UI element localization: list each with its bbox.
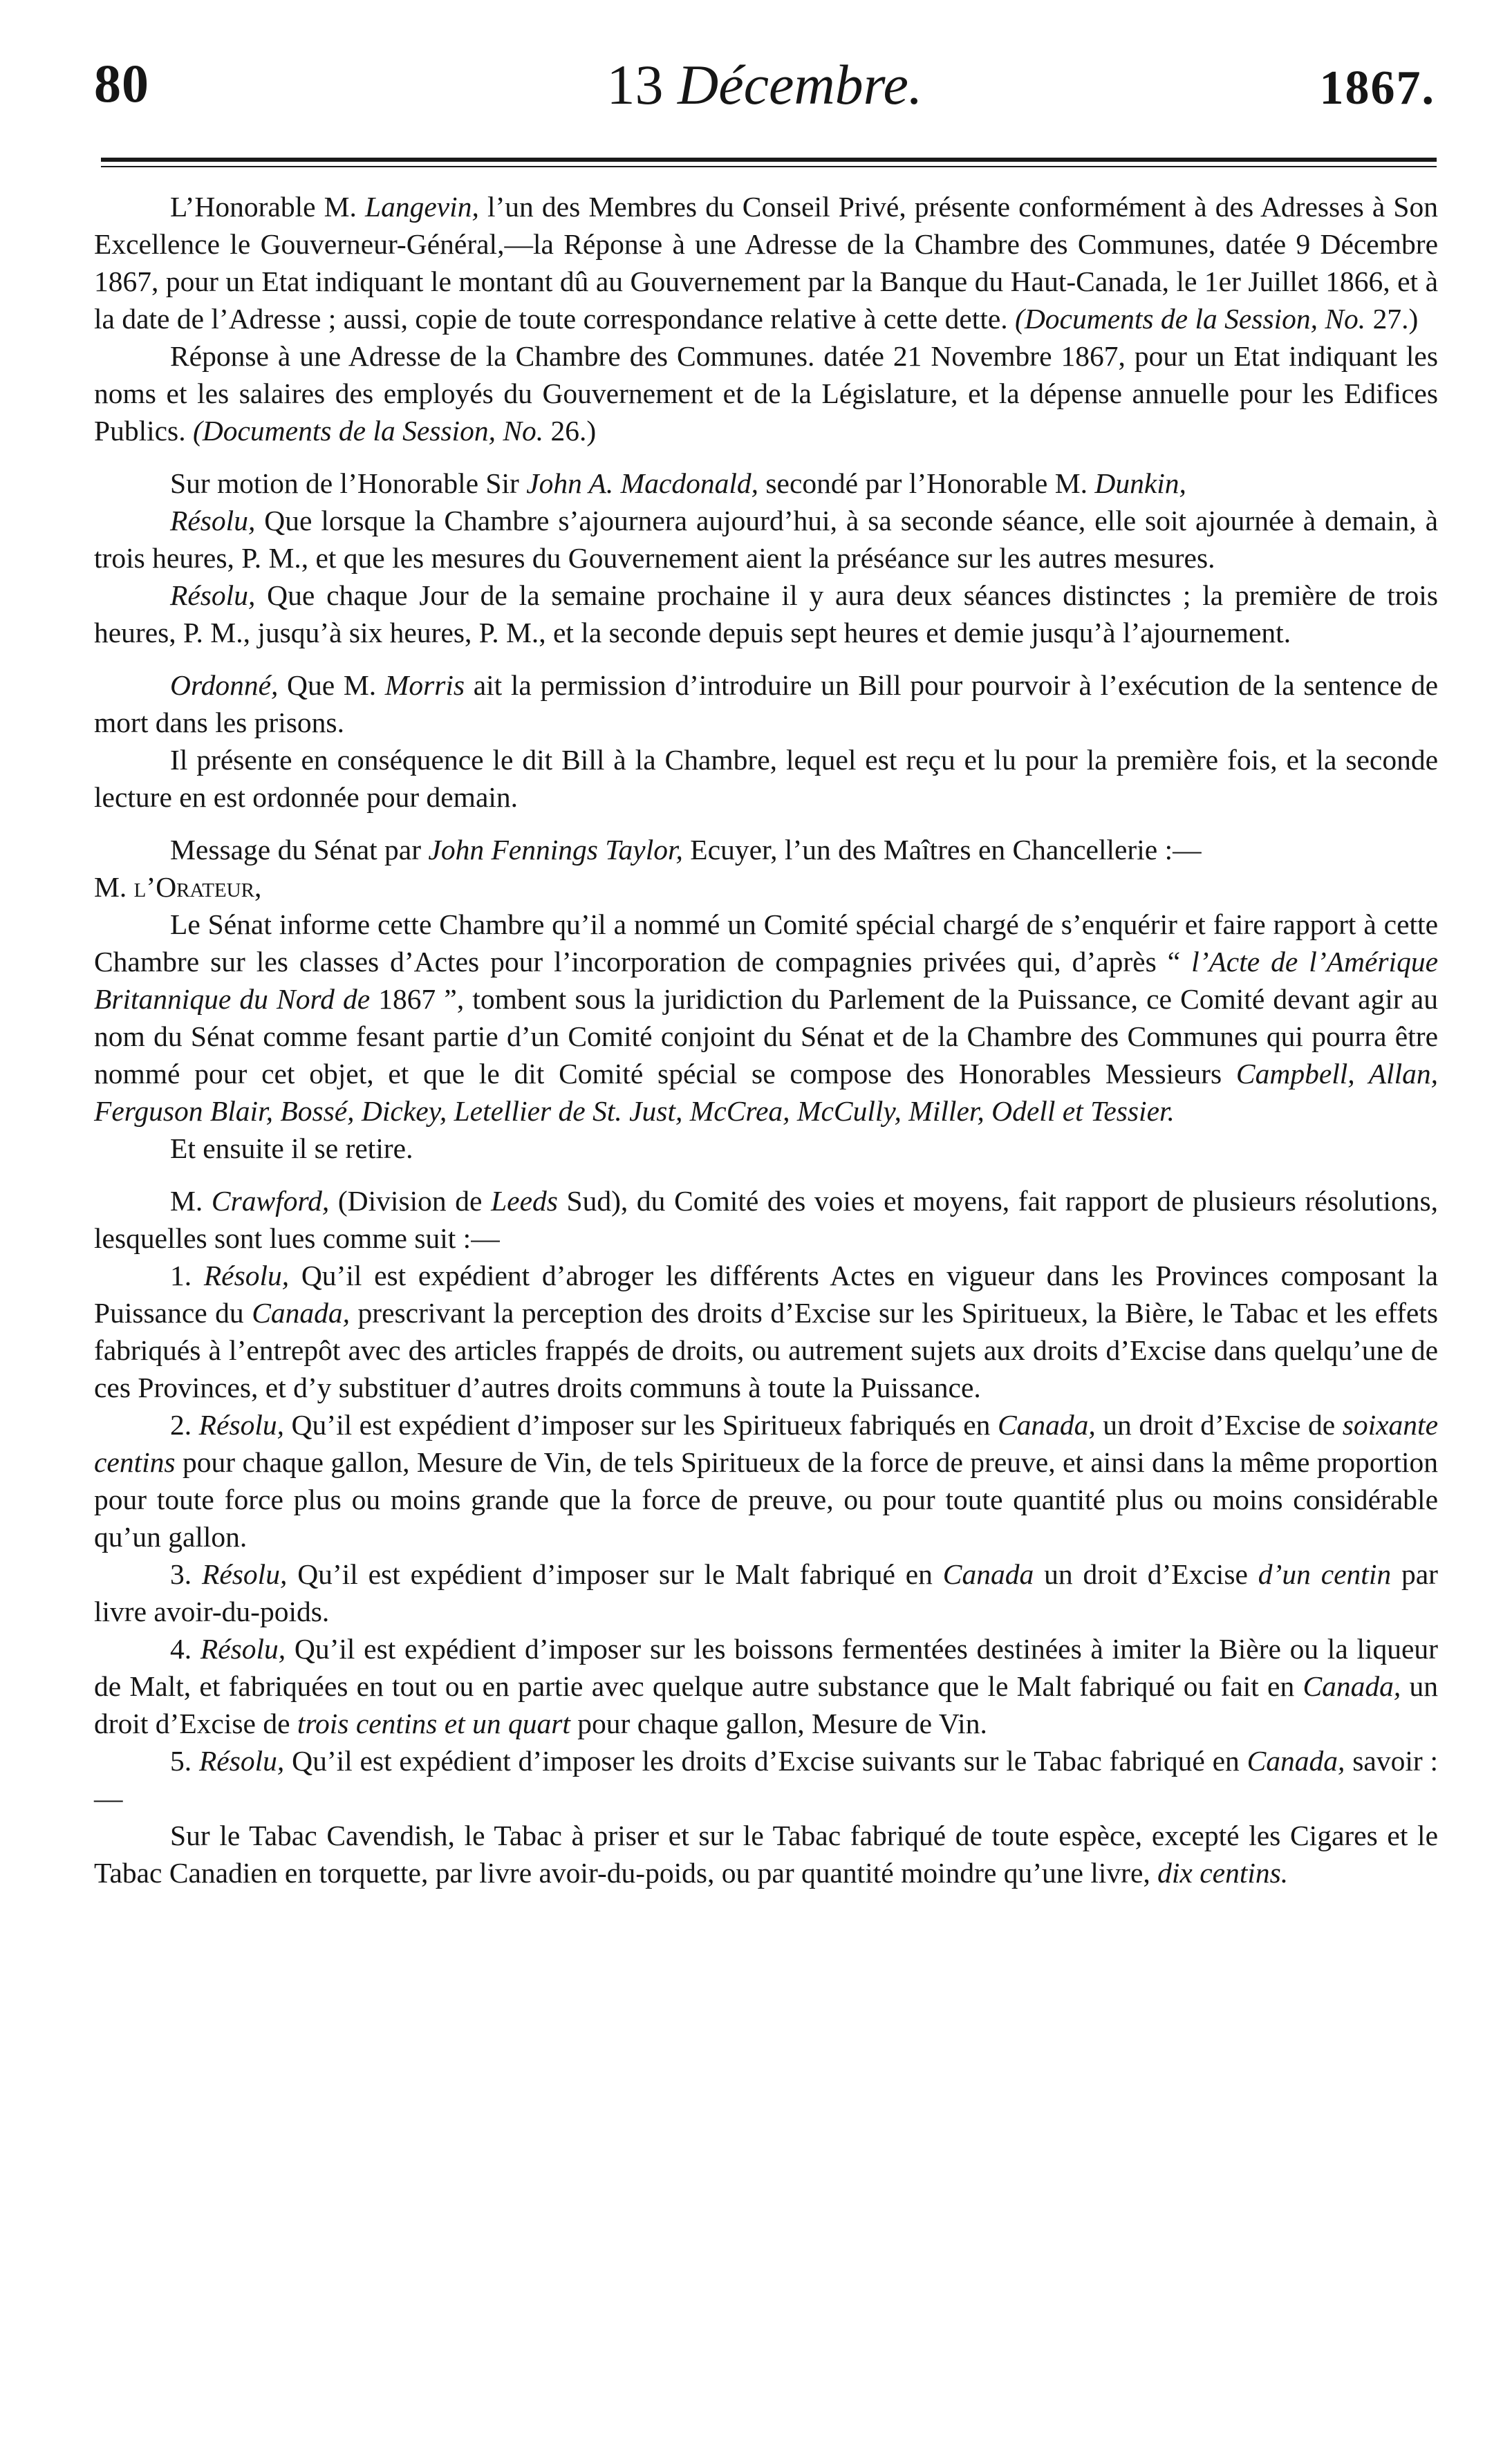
- text-run: Sur motion de l’Honorable Sir: [170, 467, 527, 499]
- text-run: Réponse à une Adresse de la Chambre des Communes. datée 21 Novembre 1867, pour un Etat indiquant les noms et les salaires des employés du Gouvernement et de la Législature, et la dépense annuelle pour les Edifices Publics.: [94, 340, 1438, 447]
- paragraph-p08: [94, 831, 1438, 868]
- paragraph-p17: [94, 1742, 1438, 1817]
- text-run: John Fennings Taylor,: [428, 834, 683, 866]
- page-number: 80: [94, 53, 149, 113]
- text-run: soixante centins: [94, 1409, 1438, 1478]
- text-run: Canada,: [1303, 1670, 1401, 1702]
- text-run: Langevin,: [365, 191, 479, 223]
- text-run: Qu’il est expédient d’imposer sur le Malt fabriqué en: [287, 1558, 943, 1590]
- text-run: Sud), du Comité des voies et moyens, fait rapport de plusieurs résolutions, lesquelles sont lues comme suit :—: [94, 1185, 1438, 1254]
- text-run: pour chaque gallon, Mesure de Vin.: [570, 1708, 987, 1739]
- header-rule-thin: [101, 166, 1437, 167]
- paragraph-p05: [94, 577, 1438, 651]
- text-run: Qu’il est expédient d’imposer sur les boissons fermentées destinées à imiter la Bière ou la liqueur de Malt, et fabriquées en tout ou en partie avec quelque autre substance que le Malt fabriqué ou fait en: [94, 1633, 1438, 1702]
- text-run: Campbell, Allan, Ferguson Blair, Bossé, Dickey, Letellier de St. Just, McCrea, McCully, Miller, Odell et Tessier.: [94, 1058, 1438, 1127]
- text-run: Il présente en conséquence le dit Bill à la Chambre, lequel est reçu et lu pour la première fois, et la seconde lecture en est ordonnée pour demain.: [94, 744, 1438, 813]
- text-run: Morris: [384, 669, 465, 701]
- text-run: Le Sénat informe cette Chambre qu’il a nommé un Comité spécial chargé de s’enquérir et faire rapport à cette Chambre sur les classes d’Actes pour l’incorporation de compagnies privées qui, d’après “: [94, 908, 1438, 978]
- paragraph-p07: [94, 741, 1438, 816]
- text-run: 1.: [170, 1260, 204, 1291]
- text-run: secondé par l’Honorable M.: [758, 467, 1095, 499]
- text-run: pour chaque gallon, Mesure de Vin, de tels Spiritueux de la force de preuve, et ainsi dans la même proportion pour toute force plus ou moins grande que la force de preuve, ou pour toute quantité plus ou moins considérable qu’un gallon.: [94, 1446, 1438, 1553]
- text-run: John A. Macdonald,: [526, 467, 759, 499]
- paragraph-p11: [94, 1130, 1438, 1167]
- text-run: 3.: [170, 1558, 202, 1590]
- text-run: M.: [94, 871, 134, 903]
- text-run: Canada,: [1247, 1745, 1345, 1777]
- paragraph-p06: [94, 666, 1438, 741]
- text-run: Résolu,: [202, 1558, 288, 1590]
- paragraph-p13: [94, 1257, 1438, 1406]
- text-run: Crawford,: [211, 1185, 330, 1217]
- text-run: ,: [254, 871, 262, 903]
- paragraph-p18: [94, 1817, 1438, 1891]
- text-run: Dunkin,: [1094, 467, 1186, 499]
- text-run: Résolu,: [200, 1633, 286, 1665]
- header-rule-thick: [101, 158, 1437, 162]
- text-run: Qu’il est expédient d’abroger les différents Actes en vigueur dans les Provinces composant la Puissance du: [94, 1260, 1439, 1329]
- paragraph-p16: [94, 1630, 1438, 1742]
- paragraph-p09: [94, 868, 1438, 906]
- text-run: Message du Sénat par: [170, 834, 429, 866]
- header-date: [94, 53, 1435, 118]
- text-run: Canada: [942, 1558, 1034, 1590]
- paragraph-p10: [94, 906, 1438, 1130]
- paragraph-p14: [94, 1406, 1438, 1555]
- text-run: un droit d’Excise de: [94, 1670, 1439, 1739]
- text-run: Résolu,: [198, 1745, 285, 1777]
- text-run: un droit d’Excise: [1034, 1558, 1258, 1590]
- text-run: Qu’il est expédient d’imposer les droits d’Excise suivants sur le Tabac fabriqué en: [284, 1745, 1247, 1777]
- text-run: (Division de: [329, 1185, 492, 1217]
- text-run: Et ensuite il se retire.: [170, 1132, 413, 1164]
- text-run: Résolu,: [203, 1260, 290, 1291]
- text-run: dix centins.: [1157, 1857, 1289, 1889]
- text-run: ait la permission d’introduire un Bill pour pourvoir à l’exécution de la sentence de mort dans les prisons.: [94, 669, 1439, 738]
- text-run: Résolu,: [170, 579, 256, 611]
- document-body: [94, 188, 1438, 1891]
- text-run: trois centins et un quart: [297, 1708, 570, 1739]
- header-month: Décembre.: [678, 53, 923, 116]
- text-run: d’un centin: [1258, 1558, 1392, 1590]
- text-run: (Documents de la Session, No.: [1015, 303, 1366, 335]
- text-run: Canada,: [997, 1409, 1096, 1441]
- text-run: Canada,: [252, 1297, 350, 1329]
- text-run: Sur le Tabac Cavendish, le Tabac à priser et sur le Tabac fabriqué de toute espèce, excepté les Cigares et le Tabac Canadien en torquette, par livre avoir-du-poids, ou par quantité moindre qu’une livre,: [94, 1820, 1438, 1889]
- text-run: (Documents de la Session, No.: [192, 415, 544, 447]
- text-run: Ordonné,: [170, 669, 279, 701]
- text-run: l’un des Membres du Conseil Privé, présente conformément à des Adresses à Son Excellence le Gouverneur-Général,—la Réponse à une Adresse de la Chambre des Communes, datée 9 Décembre 1867, pour un Etat indiquant le montant dû au Gouvernement par la Banque du Haut-Canada, le 1er Juillet 1866, et à la date de l’Adresse ; aussi, copie de toute correspondance relative à cette dette.: [94, 191, 1438, 335]
- text-run: prescrivant la perception des droits d’Excise sur les Spiritueux, la Bière, le Tabac et les effets fabriqués à l’entrepôt avec des articles frappés de droits, ou autrement sujets aux droits d’Excise dans quelqu’une de ces Provinces, et d’y substituer d’autres droits communs à toute la Puissance.: [94, 1297, 1439, 1403]
- paragraph-p15: [94, 1555, 1438, 1630]
- text-run: 1867 ”, tombent sous la juridiction du Parlement de la Puissance, ce Comité devant agir au nom du Sénat comme fesant partie d’un Comité conjoint du Sénat et de la Chambre des Communes qui pourra être nommé pour cet objet, et que le dit Comité spécial se compose des Honorables Messieurs: [94, 983, 1438, 1090]
- text-run: Résolu,: [198, 1409, 284, 1441]
- text-run: 4.: [170, 1633, 200, 1665]
- header-day: 13: [606, 53, 664, 116]
- text-run: M.: [170, 1185, 212, 1217]
- paragraph-p03: [94, 465, 1438, 502]
- text-run: Leeds: [491, 1185, 558, 1217]
- text-run: 27.): [1365, 303, 1419, 335]
- text-run: Que lorsque la Chambre s’ajournera aujourd’hui, à sa seconde séance, elle soit ajournée à demain, à trois heures, P. M., et que les mesures du Gouvernement aient la préséance sur les autres mesures.: [94, 505, 1438, 574]
- page-header: [94, 40, 1435, 130]
- text-run: un droit d’Excise de: [1095, 1409, 1343, 1441]
- header-year: 1867.: [1319, 62, 1435, 115]
- paragraph-p02: [94, 337, 1438, 449]
- text-run: Que M.: [278, 669, 385, 701]
- text-run: 2.: [170, 1409, 199, 1441]
- text-run: 26.): [543, 415, 597, 447]
- paragraph-p12: [94, 1182, 1438, 1257]
- text-run: savoir :—: [94, 1745, 1439, 1814]
- text-run: Résolu,: [170, 505, 256, 536]
- text-run: 5.: [170, 1745, 199, 1777]
- text-run: Que chaque Jour de la semaine prochaine il y aura deux séances distinctes ; la première de trois heures, P. M., jusqu’à six heures, P. M., et la seconde depuis sept heures et demie jusqu’à l’ajournement.: [94, 579, 1438, 648]
- text-run: Ecuyer, l’un des Maîtres en Chancellerie :—: [682, 834, 1202, 866]
- text-run: par livre avoir-du-poids.: [94, 1558, 1438, 1627]
- text-run: L’Honorable M.: [170, 191, 366, 223]
- text-run: Qu’il est expédient d’imposer sur les Spiritueux fabriqués en: [284, 1409, 998, 1441]
- text-run: l’Acte de l’Amérique Britannique du Nord de: [94, 946, 1438, 1015]
- text-run: l’Orateur: [133, 871, 254, 903]
- paragraph-p01: [94, 188, 1438, 337]
- paragraph-p04: [94, 502, 1438, 577]
